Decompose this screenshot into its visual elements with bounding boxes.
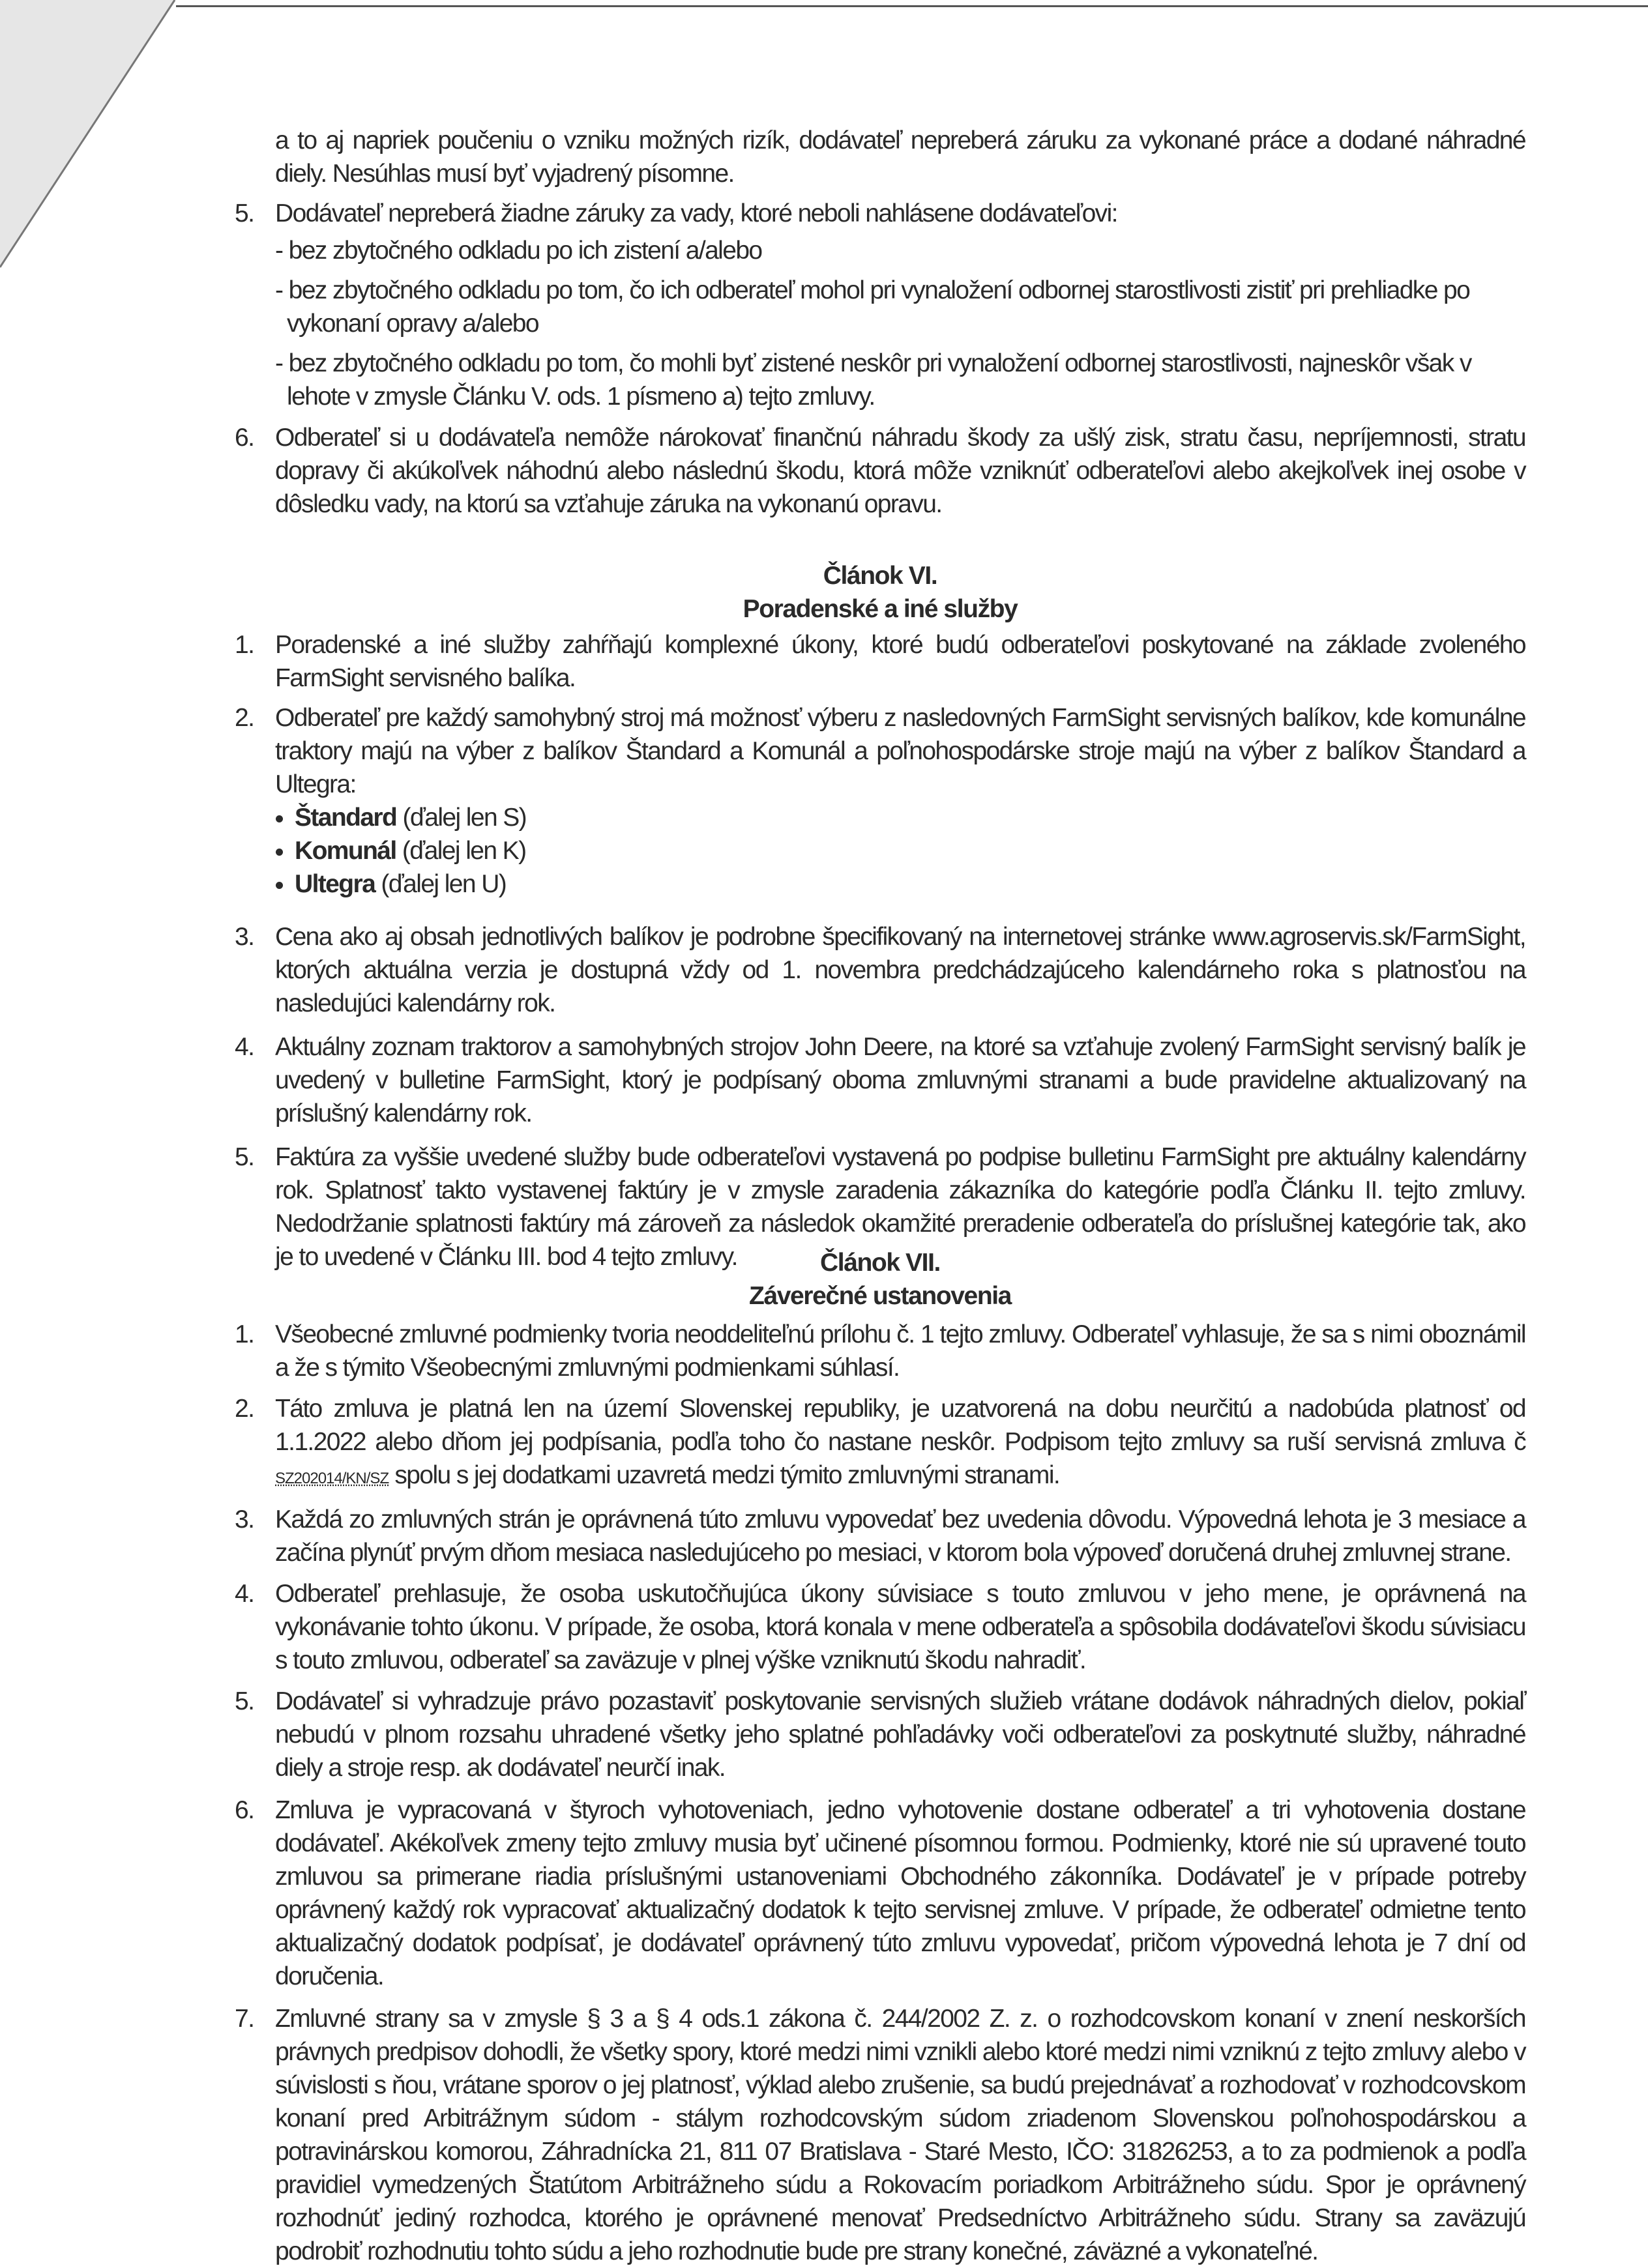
article-title: Článok VII.: [820, 1249, 940, 1277]
sub-item: - bez zbytočného odkladu po tom, čo ich odberateľ mohol pri vynaložení odbornej starostlivosti zistiť pri prehliadke po vykonaní opravy a/alebo: [275, 276, 1470, 338]
item-text: Odberateľ si u dodávateľa nemôže nárokovať finančnú náhradu škody za ušlý zisk, stratu času, nepríjemnosti, stratu dopravy či akúkoľvek náhodnú alebo následnú škodu, ktorá môže vzniknúť odberateľovi alebo akejkoľvek inej osobe v dôsledku vady, na ktorú sa vzťahuje záruka na vykonanú opravu.: [275, 424, 1525, 518]
article-7-heading: [235, 1246, 1525, 1313]
art7-item-1: [235, 1318, 1525, 1384]
page-top-edge: [176, 5, 1648, 7]
item-text: Cena ako aj obsah jednotlivých balíkov je podrobne špecifikovaný na internetovej stránke www.agroservis.sk/FarmSight, ktorých aktuálna verzia je dostupná vždy od 1. novembra predchádzajúceho kalendárneho roka s platnosťou na nasledujúci kalendárny rok.: [275, 923, 1525, 1017]
art7-item-6: [235, 1794, 1525, 1993]
item-text: Faktúra za vyššie uvedené služby bude odberateľovi vystavená po podpise bulletinu FarmSight pre aktuálny kalendárny rok. Splatnosť takto vystavenej faktúry je v zmysle zaradenia zákazníka do kategórie podľa Článku II. tejto zmluvy. Nedodržanie splatnosti faktúry má zároveň za následok okamžité preradenie odberateľa do príslušnej kategórie tak, ako je to uvedené v Článku III. bod 4 tejto zmluvy.: [275, 1143, 1525, 1271]
item-text: Zmluvné strany sa v zmysle § 3 a § 4 ods.1 zákona č. 244/2002 Z. z. o rozhodcovskom konaní v znení neskorších právnych predpisov dohodli, že všetky spory, ktoré medzi nimi vznikli alebo ktoré medzi nimi vzniknú z tejto zmluvy alebo v súvislosti s ňou, vrátane sporov o jej platnosť, výklad alebo zrušenie, sa budú prejednávať a rozhodovať v rozhodcovskom konaní pred Arbitrážnym súdom - stálym rozhodcovským súdom zriadenom Slovenskou poľnohospodárskou a potravinárskou komorou, Záhradnícka 21, 811 07 Bratislava - Staré Mesto, IČO: 31826253, a to za podmienok a podľa pravidiel vymedzených Štatútom Arbitrážneho súdu a Rokovacím poriadkom Arbitrážneho súdu. Spor je oprávnený rozhodnúť jediný rozhodca, ktorého je oprávnené menovať Predsedníctvo Arbitrážneho súdu. Strany sa zaväzujú podrobiť rozhodnutiu tohto súdu a jeho rozhodnutie bude pre strany konečné, záväzné a vykonateľné.: [275, 2005, 1525, 2265]
article-7-body: [235, 1318, 1525, 2268]
sub-item: - bez zbytočného odkladu po ich zistení a/alebo: [275, 237, 762, 265]
item-number: 6.: [235, 1796, 254, 1824]
article-6-heading: [235, 559, 1525, 626]
item-text: Odberateľ pre každý samohybný stroj má možnosť výberu z nasledovných FarmSight servisných balíkov, kde komunálne traktory majú na výber z balíkov Štandard a Komunál a poľnohospodárske stroje majú na výber z balíkov Štandard a Ultegra:: [275, 704, 1525, 798]
package-item: • Ultegra (ďalej len U): [295, 867, 1525, 901]
item-text: Každá zo zmluvných strán je oprávnená túto zmluvu vypovedať bez uvedenia dôvodu. Výpovedná lehota je 3 mesiace a začína plynúť prvým dňom mesiaca nasledujúceho po mesiaci, v ktorom bola výpoveď doručená druhej zmluvnej strane.: [275, 1505, 1525, 1567]
sub-item: - bez zbytočného odkladu po tom, čo mohli byť zistené neskôr pri vynaložení odbornej starostlivosti, najneskôr však v lehote v zmysle Článku V. ods. 1 písmeno a) tejto zmluvy.: [275, 349, 1471, 411]
article-5-continuation: [235, 124, 1525, 521]
item-text: Odberateľ prehlasuje, že osoba uskutočňujúca úkony súvisiace s touto zmluvou v jeho mene, je oprávnená na vykonávanie tohto úkonu. V prípade, že osoba, ktorá konala v mene odberateľa a spôsobila dodávateľovi škodu súvisiacu s touto zmluvou, odberateľ sa zaväzuje v plnej výške vzniknutú škodu nahradiť.: [275, 1580, 1525, 1674]
article-title: Článok VI.: [823, 562, 937, 590]
item-number: 4.: [235, 1580, 254, 1608]
article-subtitle: Poradenské a iné služby: [743, 595, 1018, 623]
art5-item-5: [235, 197, 1525, 230]
item-number: 6.: [235, 424, 254, 452]
item-number: 1.: [235, 1320, 254, 1348]
item-text: Aktuálny zoznam traktorov a samohybných strojov John Deere, na ktoré sa vzťahuje zvolený FarmSight servisný balík je uvedený v bulletine FarmSight, ktorý je podpísaný oboma zmluvnými stranami a bude pravidelne aktualizovaný na príslušný kalendárny rok.: [275, 1033, 1525, 1127]
item-number: 4.: [235, 1033, 254, 1061]
item-number: 2.: [235, 1395, 254, 1423]
item-number: 5.: [235, 1687, 254, 1715]
art6-item-3: [235, 920, 1525, 1020]
item-number: 2.: [235, 704, 254, 732]
package-list: [235, 801, 1525, 901]
art7-item-3: [235, 1503, 1525, 1569]
article-subtitle: Záverečné ustanovenia: [749, 1282, 1011, 1310]
item-number: 1.: [235, 631, 254, 659]
item-text: Dodávateľ si vyhradzuje právo pozastaviť poskytovanie servisných služieb vrátane dodávok náhradných dielov, pokiaľ nebudú v plnom rozsahu uhradené všetky jeho splatné pohľadávky voči odberateľovi za poskytnuté služby, náhradné diely a stroje resp. ak dodávateľ neurčí inak.: [275, 1687, 1525, 1782]
item-text: Zmluva je vypracovaná v štyroch vyhotoveniach, jedno vyhotovenie dostane odberateľ a tri vyhotovenia dostane dodávateľ. Akékoľvek zmeny tejto zmluvy musia byť učinené písomnou formou. Podmienky, ktoré nie sú upravené touto zmluvou sa primerane riadia príslušnými ustanoveniami Obchodného zákonníka. Dodávateľ je v prípade potreby oprávnený každý rok vypracovať aktualizačný dodatok k tejto servisnej zmluve. V prípade, že odberateľ odmietne tento aktualizačný dodatok podpísať, je dodávateľ oprávnený túto zmluvu vypovedať, pričom výpovedná lehota je 7 dní od doručenia.: [275, 1796, 1525, 1990]
article-6-body: [235, 628, 1525, 1273]
art6-item-4: [235, 1030, 1525, 1130]
item-number: 5.: [235, 1143, 254, 1171]
art7-item-2: [235, 1392, 1525, 1495]
art5-item-6: [235, 421, 1525, 521]
item-number: 5.: [235, 199, 254, 227]
art6-item-1: [235, 628, 1525, 695]
art7-item-5: [235, 1685, 1525, 1784]
item-number: 3.: [235, 923, 254, 951]
art5-sublist: [235, 234, 1525, 413]
art6-item-2: [235, 701, 1525, 801]
package-item: • Štandard (ďalej len S): [295, 801, 1525, 834]
art7-item-4: [235, 1577, 1525, 1677]
item-text: Poradenské a iné služby zahŕňajú komplexné úkony, ktoré budú odberateľovi poskytované na základe zvoleného FarmSight servisného balíka.: [275, 631, 1525, 692]
item-number: 7.: [235, 2005, 254, 2033]
package-item: • Komunál (ďalej len K): [295, 834, 1525, 867]
art7-item-7: [235, 2002, 1525, 2268]
contract-reference: SZ202014/KN/SZ: [275, 1470, 389, 1487]
item-number: 3.: [235, 1505, 254, 1534]
item-text: Dodávateľ nepreberá žiadne záruky za vady, ktoré neboli nahlásene dodávateľovi:: [275, 199, 1117, 227]
item-text: Všeobecné zmluvné podmienky tvoria neoddeliteľnú prílohu č. 1 tejto zmluvy. Odberateľ vyhlasuje, že sa s nimi oboznámil a že s týmito Všeobecnými zmluvnými podmienkami súhlasí.: [275, 1320, 1525, 1382]
intro-continuation: a to aj napriek poučeniu o vzniku možných rizík, dodávateľ nepreberá záruku za vykonané práce a dodané náhradné diely. Nesúhlas musí byť vyjadrený písomne.: [275, 126, 1525, 188]
scan-folded-corner: [0, 0, 183, 274]
item-text: Táto zmluva je platná len na území Slovenskej republiky, je uzatvorená na dobu neurčitú a nadobúda platnosť od 1.1.2022 alebo dňom jej podpísania, podľa toho čo nastane neskôr. Podpisom tejto zmluvy sa ruší servisná zmluva č SZ202014/KN/SZ spolu s jej dodatkami uzavretá medzi týmito zmluvnými stranami.: [275, 1395, 1525, 1489]
